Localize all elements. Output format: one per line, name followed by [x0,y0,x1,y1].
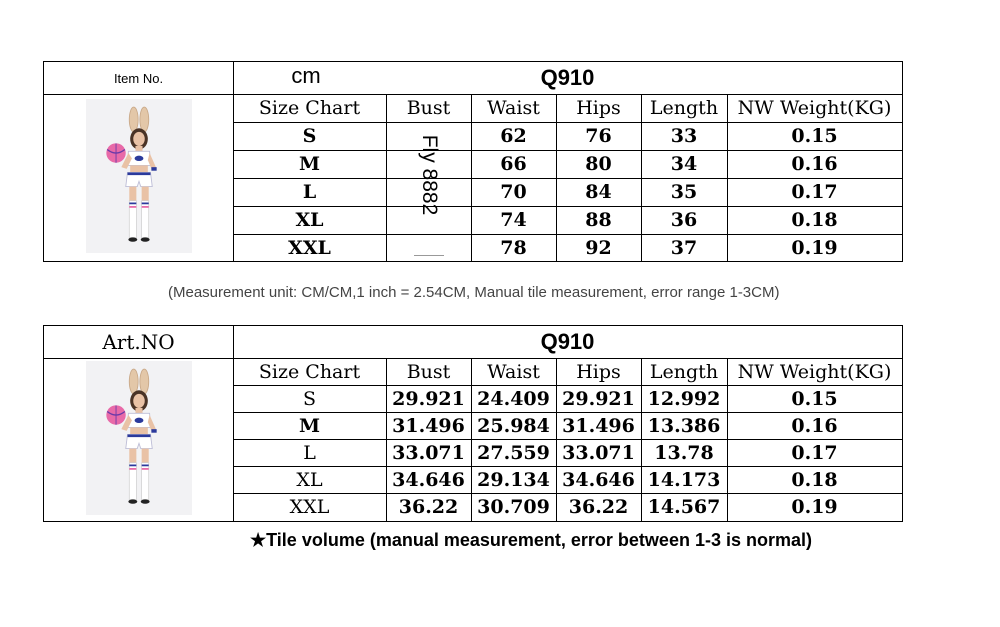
length-cell: 13.78 [654,441,714,464]
weight-cell: 0.16 [791,414,838,437]
length-cell: 36 [670,209,698,231]
size-cell: M [298,414,321,437]
hips-cell: 92 [585,236,612,259]
hips-cell: 33.071 [562,441,635,464]
waist-cell: 70 [500,181,527,203]
length-cell: 33 [670,125,698,147]
weight-cell: 0.17 [791,181,838,203]
waist-cell: 30.709 [477,496,550,518]
waist-cell: 24.409 [477,387,550,410]
overlay-underline [414,255,444,256]
length-cell: 14.173 [647,468,721,491]
bust-cell: 36.22 [398,496,459,518]
waist-cell: 29.134 [477,468,550,491]
col-header-size-chart: Size Chart [258,360,361,383]
waist-cell: 66 [500,153,527,175]
item-no-label: Item No. [113,70,164,86]
hips-cell: 76 [585,125,612,147]
size-cell: XXL [289,496,330,518]
product-code: Q910 [540,65,595,90]
size-table-inch [43,325,903,522]
product-photo [86,361,192,515]
length-cell: 34 [670,153,698,175]
col-header-hips: Hips [576,97,621,119]
bust-overlay-text: Fly 8882 [418,134,441,216]
size-cell: S [302,125,317,147]
hips-cell: 36.22 [568,496,629,518]
weight-cell: 0.17 [791,441,838,464]
unit-label: cm [291,63,321,88]
waist-cell: 27.559 [477,441,550,464]
col-header-length: Length [649,360,719,383]
size-table-cm [43,61,903,262]
col-header-bust: Bust [406,97,451,119]
length-cell: 14.567 [647,496,721,518]
waist-cell: 78 [500,236,527,259]
col-header-hips: Hips [576,360,621,383]
hips-cell: 34.646 [562,468,635,491]
length-cell: 12.992 [647,387,721,410]
length-cell: 13.386 [647,414,721,437]
waist-cell: 74 [500,209,527,231]
size-cell: XXL [288,236,331,259]
weight-cell: 0.19 [791,236,838,259]
weight-cell: 0.15 [791,387,838,410]
weight-cell: 0.18 [791,468,838,491]
col-header-waist: Waist [487,360,540,383]
size-cell: XL [296,468,323,491]
col-header-length: Length [649,97,719,119]
waist-cell: 25.984 [477,414,550,437]
bust-cell: 34.646 [392,468,465,491]
art-no-label: Art.NO [102,330,175,354]
hips-cell: 29.921 [562,387,635,410]
col-header-bust: Bust [406,360,451,383]
hips-cell: 88 [585,209,612,231]
size-cell: L [302,181,317,203]
product-code: Q910 [540,329,595,354]
size-cell: L [303,441,316,464]
product-photo [86,99,192,253]
hips-cell: 31.496 [562,414,635,437]
col-header-size-chart: Size Chart [258,97,361,119]
weight-cell: 0.16 [791,153,838,175]
hips-cell: 80 [585,153,612,175]
length-cell: 35 [670,181,698,203]
length-cell: 37 [670,236,698,259]
bust-cell: 31.496 [392,414,465,437]
bust-cell: 29.921 [392,387,465,410]
weight-cell: 0.15 [791,125,838,147]
size-cell: M [298,153,321,175]
col-header-weight: NW Weight(KG) [737,360,892,383]
tile-volume-note: ★Tile volume (manual measurement, error between 1-3 is normal) [250,530,812,550]
size-cell: XL [295,209,324,231]
hips-cell: 84 [585,181,612,203]
weight-cell: 0.18 [791,209,838,231]
bust-cell: 33.071 [392,441,465,464]
weight-cell: 0.19 [791,496,838,518]
col-header-waist: Waist [487,97,540,119]
measurement-note: (Measurement unit: CM/CM,1 inch = 2.54CM, Manual tile measurement, error range 1-3CM) [168,284,780,301]
col-header-weight: NW Weight(KG) [737,97,892,119]
waist-cell: 62 [500,125,527,147]
size-cell: S [302,387,317,410]
